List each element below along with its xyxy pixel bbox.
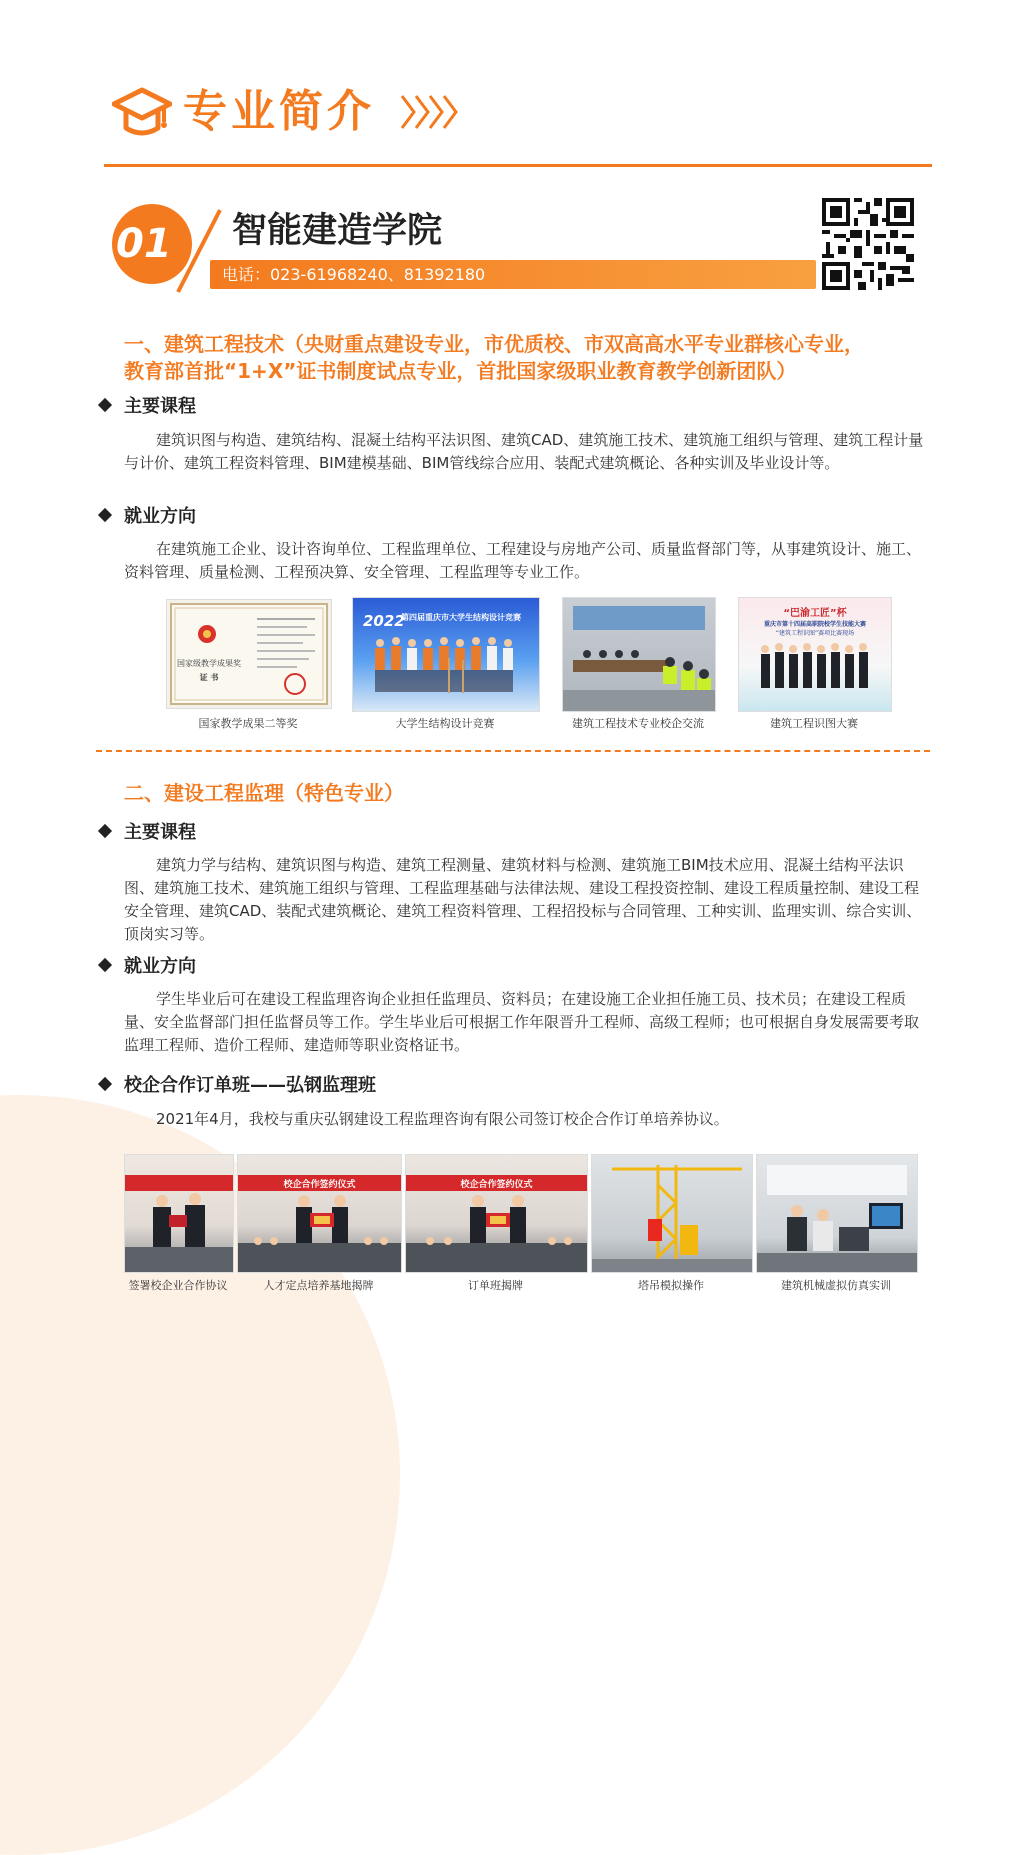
simulator-image bbox=[757, 1155, 917, 1272]
ceremony-banner: 校企合作签约仪式 bbox=[283, 1180, 356, 1190]
unveiling-image bbox=[406, 1155, 587, 1272]
section2-coop-text: 2021年4月，我校与重庆弘钢建设工程监理咨询有限公司签订校企合作订单培养协议。 bbox=[156, 1110, 729, 1128]
photo-tower-crane-simulation bbox=[591, 1154, 753, 1273]
photo-caption: 大学生结构设计竞赛 bbox=[395, 717, 495, 730]
photo-caption: 人才定点培养基地揭牌 bbox=[263, 1279, 374, 1292]
ceremony-banner: 校企合作签约仪式 bbox=[460, 1180, 533, 1190]
diamond-bullet-icon bbox=[98, 508, 112, 522]
drawing-contest-banner3: “建筑工程识图”赛项比赛现场 bbox=[775, 630, 855, 637]
certificate-image bbox=[167, 600, 331, 708]
unveiling-image bbox=[238, 1155, 401, 1272]
photo-caption: 订单班揭牌 bbox=[468, 1279, 523, 1292]
header-divider bbox=[104, 164, 932, 167]
section1-title-line2: 教育部首批“1+X”证书制度试点专业，首批国家级职业教育教学创新团队） bbox=[124, 359, 797, 383]
photo-certificate bbox=[166, 599, 332, 709]
section2-jobs-text: 学生毕业后可在建设工程监理咨询企业担任监理员、资料员；在建设施工企业担任施工员、技术员；在建设工程质量、安全监督部门担任监督员等工作。学生毕业后可根据工作年限晋升工程师、高级工程师；也可根据自身发展需要考取监理工程师、造价工程师、建造师等职业资格证书。 bbox=[124, 990, 920, 1054]
diamond-bullet-icon bbox=[98, 1077, 112, 1091]
certificate-title: 国家级教学成果奖 bbox=[177, 659, 241, 668]
section2-courses-text: 建筑力学与结构、建筑识图与构造、建筑工程测量、建筑材料与检测、建筑施工BIM技术应用、混凝土结构平法识图、建筑施工技术、建筑施工组织与管理、工程监理基础与法律法规、建设工程投资控制、建设工程质量控制、建设工程安全管理、建筑CAD、装配式建筑概论、建筑工程资料管理、工程招投标与合同管理、工种实训、监理实训、综合实训、顶岗实习等。 bbox=[124, 856, 922, 943]
photo-machinery-virtual-training bbox=[756, 1154, 918, 1273]
section2-jobs-heading: 就业方向 bbox=[100, 954, 196, 980]
number-badge-text: 01 bbox=[116, 221, 172, 267]
photo-signing-agreement bbox=[124, 1154, 234, 1273]
section2-title: 二、建设工程监理（特色专业） bbox=[124, 781, 404, 805]
diamond-bullet-icon bbox=[98, 398, 112, 412]
chevrons-right-icon bbox=[398, 92, 462, 132]
section2-coop-heading: 校企合作订单班——弘钢监理班 bbox=[100, 1073, 376, 1099]
drawing-contest-banner2: 重庆市第十四届高职院校学生技能大赛 bbox=[763, 621, 866, 628]
section1-courses-heading: 主要课程 bbox=[100, 394, 196, 420]
graduation-cap-icon bbox=[112, 84, 172, 140]
photo-order-class-unveiling bbox=[405, 1154, 588, 1273]
signing-image bbox=[125, 1155, 233, 1272]
page-title: 专业简介 bbox=[183, 86, 375, 137]
photo-caption: 建筑工程技术专业校企交流 bbox=[572, 717, 704, 730]
photo-structure-contest bbox=[352, 597, 540, 712]
certificate-subtitle: 证 书 bbox=[199, 673, 219, 682]
section-divider bbox=[96, 750, 930, 752]
meeting-room-image bbox=[563, 598, 715, 711]
photo-talent-base-unveiling bbox=[237, 1154, 402, 1273]
phone-text: 电话：023-61968240、81392180 bbox=[222, 265, 486, 284]
contest-banner: 第四届重庆市大学生结构设计竞赛 bbox=[401, 613, 521, 622]
photo-caption: 塔吊模拟操作 bbox=[638, 1279, 704, 1292]
photo-caption: 国家教学成果二等奖 bbox=[198, 717, 298, 730]
qr-code-icon[interactable] bbox=[822, 198, 914, 290]
drawing-contest-banner1: “巴渝工匠”杯 bbox=[783, 608, 847, 619]
diamond-bullet-icon bbox=[98, 958, 112, 972]
people-group-image bbox=[739, 598, 891, 711]
photo-caption: 签署校企业合作协议 bbox=[128, 1279, 228, 1292]
diamond-bullet-icon bbox=[98, 824, 112, 838]
photo-caption: 建筑机械虚拟仿真实训 bbox=[781, 1279, 891, 1292]
photo-school-enterprise-exchange bbox=[562, 597, 716, 712]
section1-title-line1: 一、建筑工程技术（央财重点建设专业，市优质校、市双高高水平专业群核心专业， bbox=[124, 332, 864, 356]
section1-jobs-text: 在建筑施工企业、设计咨询单位、工程监理单位、工程建设与房地产公司、质量监督部门等，从事建筑设计、施工、资料管理、质量检测、工程预决算、安全管理、工程监理等专业工作。 bbox=[124, 540, 922, 581]
college-name: 智能建造学院 bbox=[232, 211, 443, 251]
section1-jobs-heading: 就业方向 bbox=[100, 504, 196, 530]
section1-courses-text: 建筑识图与构造、建筑结构、混凝土结构平法识图、建筑CAD、建筑施工技术、建筑施工组织与管理、建筑工程计量与计价、建筑工程资料管理、BIM建模基础、BIM管线综合应用、装配式建筑概论、各种实训及毕业设计等。 bbox=[124, 431, 924, 472]
section2-courses-heading: 主要课程 bbox=[100, 820, 196, 846]
people-group-image bbox=[353, 598, 539, 711]
tower-crane-image bbox=[592, 1155, 752, 1272]
photo-drawing-contest bbox=[738, 597, 892, 712]
photo-caption: 建筑工程识图大赛 bbox=[770, 717, 858, 730]
contest-year: 2022 bbox=[363, 612, 405, 630]
